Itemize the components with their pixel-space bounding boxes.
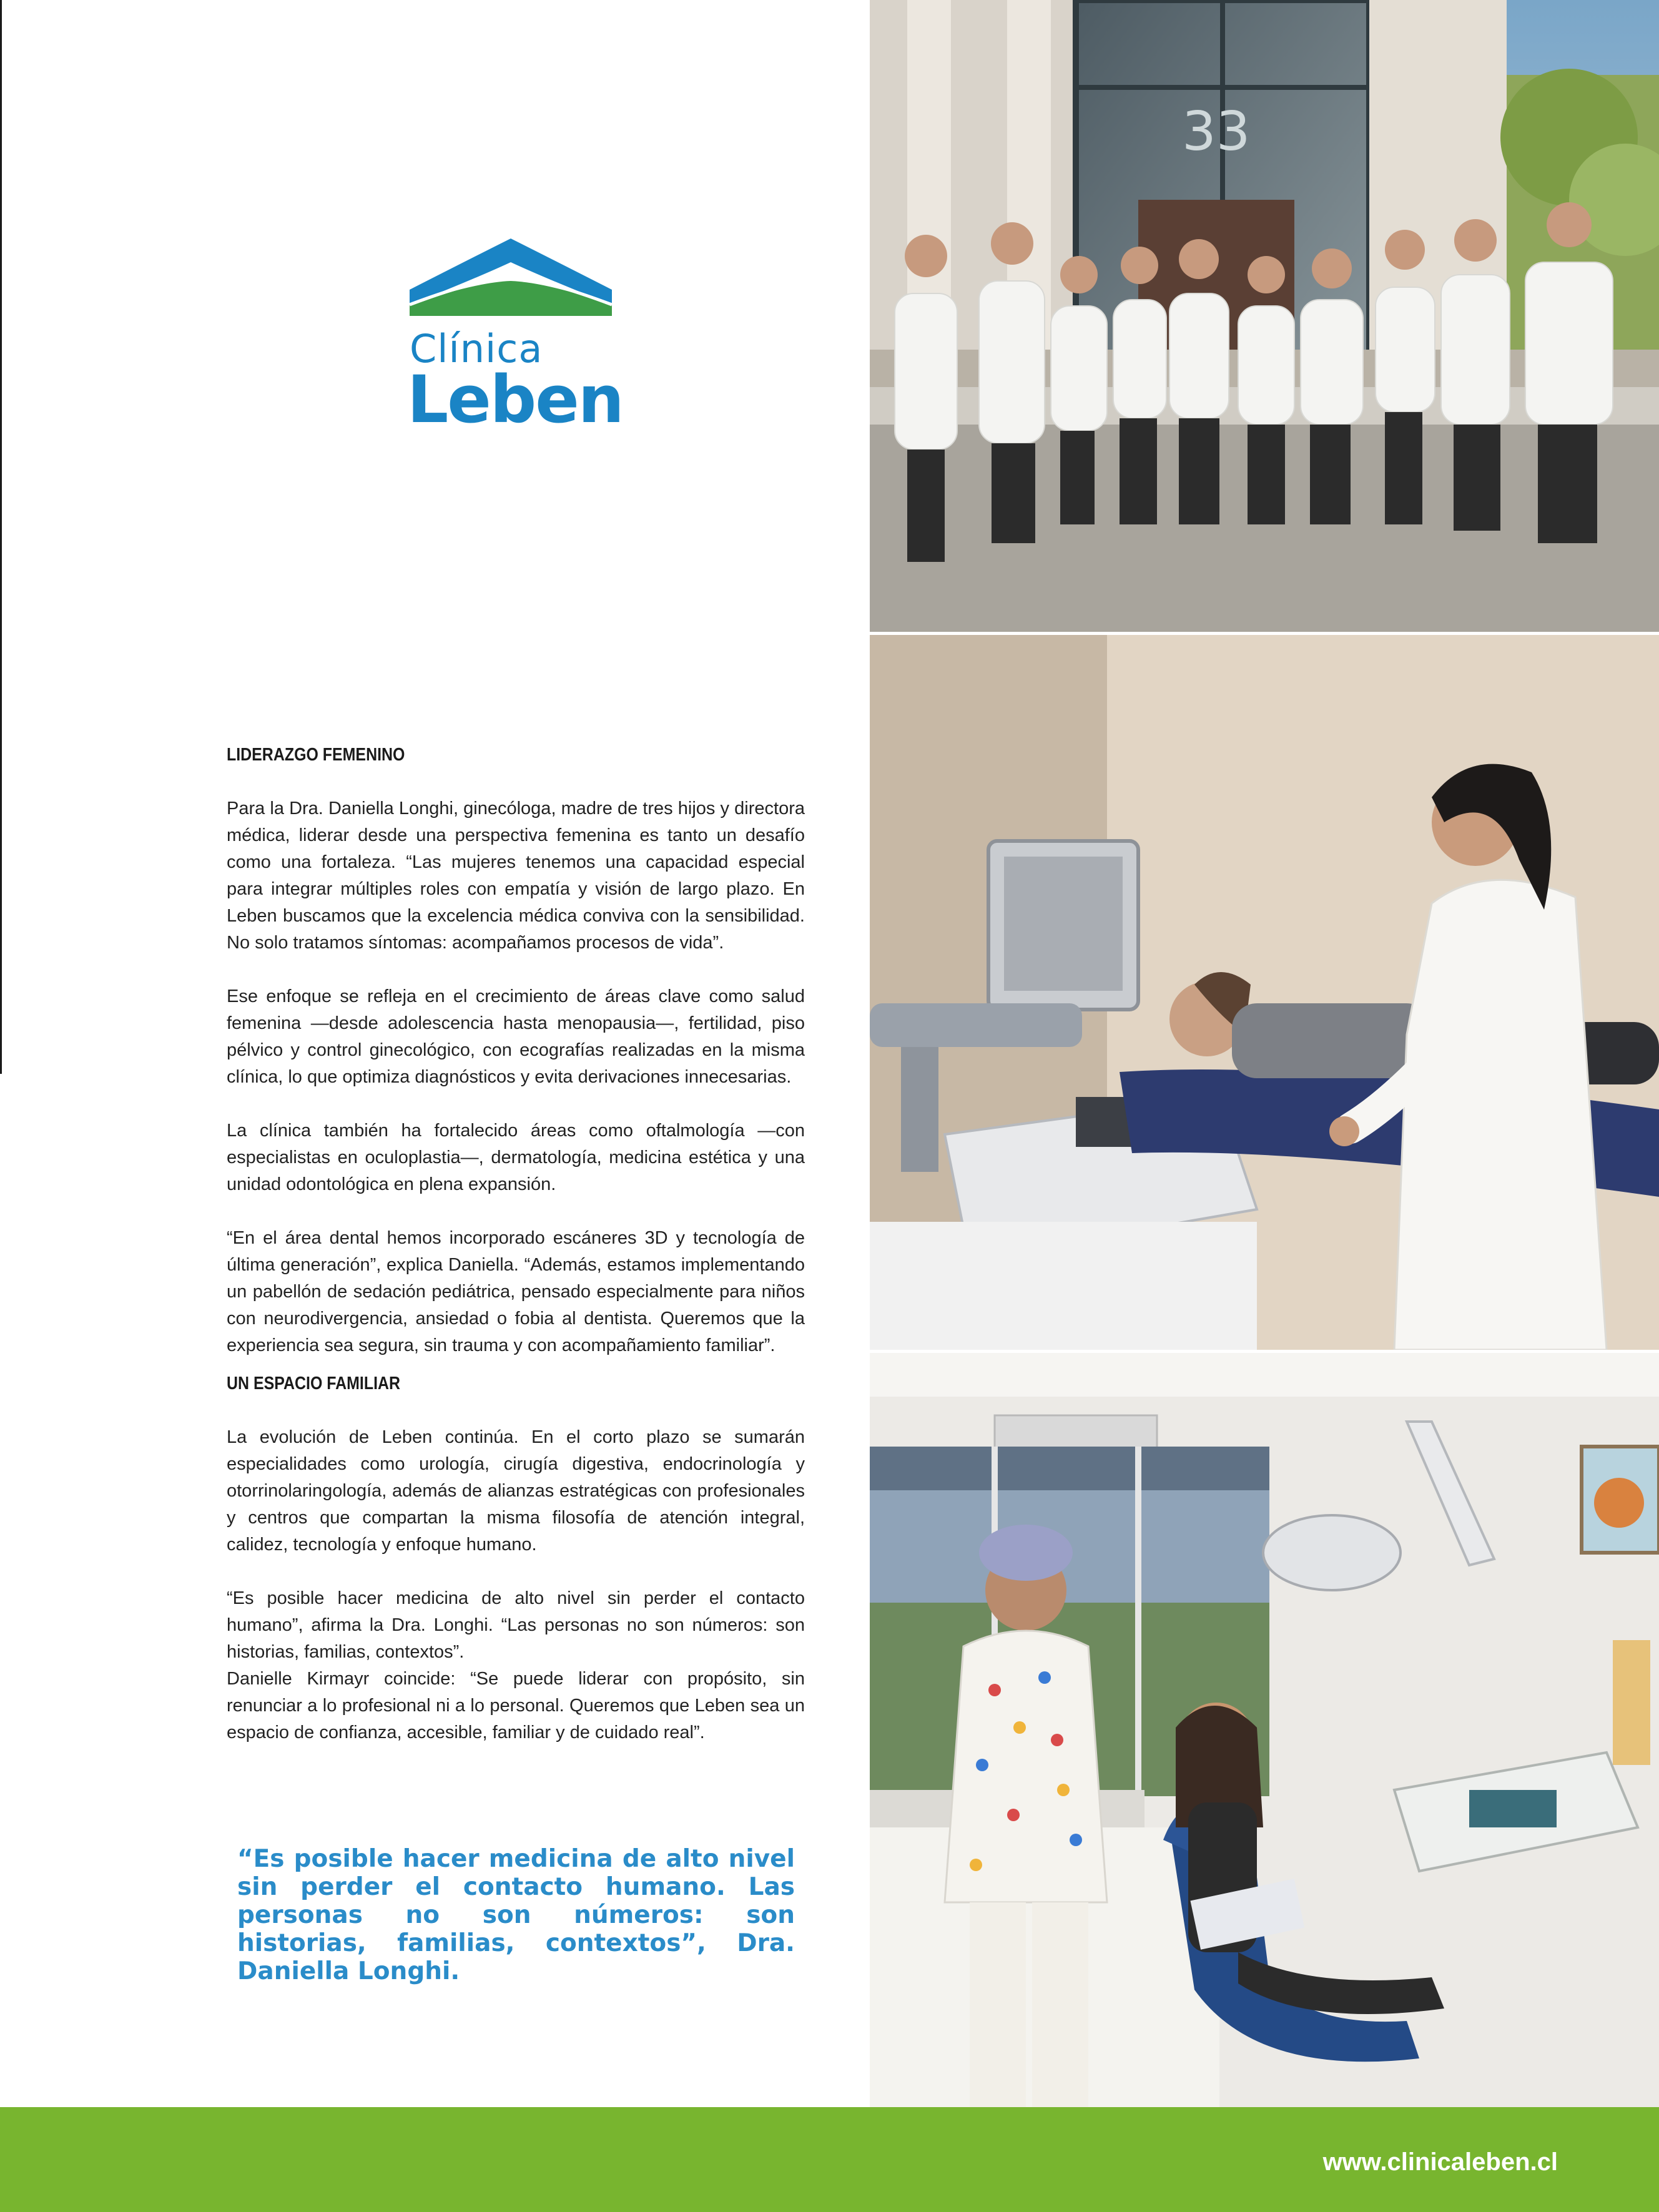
- paragraph-3: La clínica también ha fortalecido áreas como oftalmología —con especialistas en oculoplastia—, dermatología, medicina estética y una unidad odontológica en plena expansión.: [227, 1121, 805, 1194]
- paragraph-1: Para la Dra. Daniella Longhi, ginecóloga, madre de tres hijos y directora médica, liderar desde una perspectiva femenina es tanto un desafío como una fortaleza. “Las mujeres tenemos una capacidad especial para integrar múltiples roles con empatía y visión de largo plazo. En Leben buscamos que la excelencia médica conviva con la sensibilidad. No solo tratamos síntomas: acompañamos procesos de vida”.: [227, 799, 805, 953]
- pull-quote: “Es posible hacer medicina de alto nivel sin perder el contacto humano. Las personas no son números: son historias, familias, contextos”, Dra. Daniella Longhi.: [237, 1845, 795, 1985]
- photo-ultrasound-exam: [870, 635, 1659, 1350]
- paragraph-7: Danielle Kirmayr coincide: “Se puede liderar con propósito, sin renunciar a lo profesional ni a lo personal. Queremos que Leben sea un espacio de confianza, accesible, familiar y de cuidado real”.: [227, 1669, 805, 1743]
- clinica-leben-logo: [407, 237, 623, 443]
- left-edge-rule: [0, 0, 2, 1074]
- heading-un-espacio-familiar: UN ESPACIO FAMILIAR: [227, 1374, 401, 1394]
- logo-line2: Leben: [407, 361, 623, 438]
- paragraph-5: La evolución de Leben continúa. En el corto plazo se sumarán especialidades como urología, cirugía digestiva, endocrinología y otorrinolaringología, además de alianzas estratégicas con profesionales y centros que compartan la misma filosofía de atención integral, calidez, tecnología y enfoque humano.: [227, 1427, 805, 1555]
- paragraph-6: “Es posible hacer medicina de alto nivel sin perder el contacto humano”, afirma la Dra. Longhi. “Las personas no son números: son historias, familias, contextos”.: [227, 1588, 805, 1662]
- paragraph-4: “En el área dental hemos incorporado escáneres 3D y tecnología de última generación”, explica Daniella. “Además, estamos implementando un pabellón de sedación pediátrica, pensado especialmente para niños con neurodivergencia, ansiedad o fobia al dentista. Queremos que la experiencia sea segura, sin trauma y con acompañamiento familiar”.: [227, 1228, 805, 1355]
- article-body: [227, 742, 805, 1746]
- photo-dental-room: [870, 1353, 1659, 2111]
- paragraph-2: Ese enfoque se refleja en el crecimiento de áreas clave como salud femenina —desde adolescencia hasta menopausia—, fertilidad, piso pélvico y control ginecológico, con ecografías realizadas en la misma clínica, lo que optimiza diagnósticos y evita derivaciones innecesarias.: [227, 986, 805, 1087]
- logo-roof-icon: [407, 237, 614, 325]
- footer-bar: [0, 2107, 1659, 2212]
- footer-website-link[interactable]: www.clinicaleben.cl: [1322, 2148, 1558, 2176]
- heading-liderazgo-femenino: LIDERAZGO FEMENINO: [227, 745, 405, 765]
- photo-medical-team: [870, 0, 1659, 632]
- building-number: 33: [1182, 101, 1251, 163]
- logo-line1: Clínica: [410, 326, 543, 371]
